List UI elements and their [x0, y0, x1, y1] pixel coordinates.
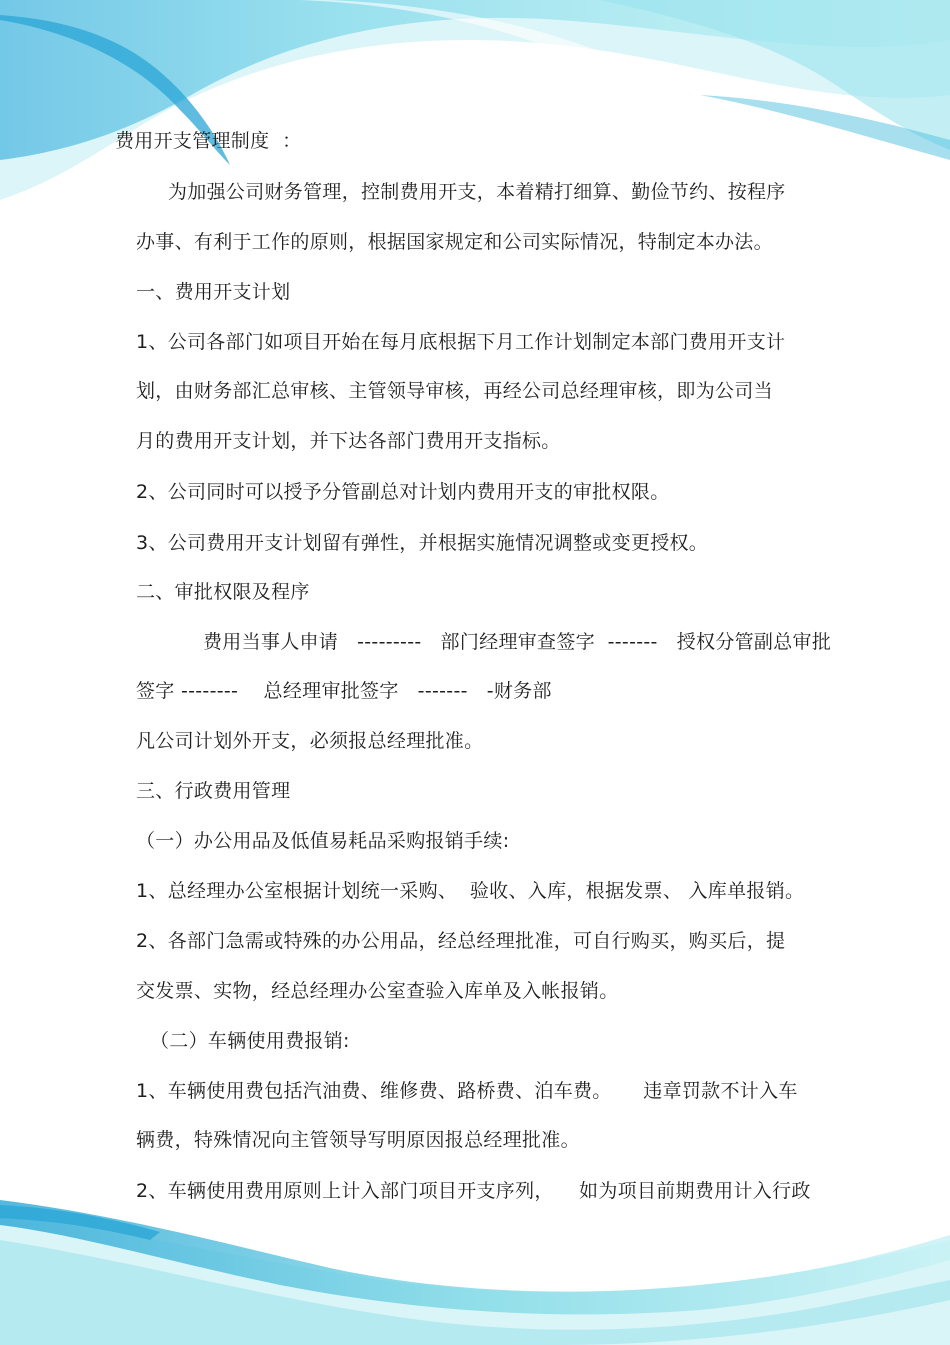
- body-line: 2、车辆使用费用原则上计入部门项目开支序列， 如为项目前期费用计入行政: [136, 1180, 811, 1202]
- section-heading: 二、审批权限及程序: [136, 581, 310, 603]
- body-line: 交发票、实物，经总经理办公室查验入库单及入帐报销。: [136, 980, 619, 1002]
- body-line: 划，由财务部汇总审核、主管领导审核，再经公司总经理审核，即为公司当: [136, 380, 773, 402]
- body-line: 1、总经理办公室根据计划统一采购、 验收、入库，根据发票、 入库单报销。: [136, 880, 805, 902]
- body-line: 办事、有利于工作的原则，根据国家规定和公司实际情况，特制定本办法。: [136, 231, 773, 253]
- body-line: 2、各部门急需或特殊的办公用品，经总经理批准，可自行购买，购买后，提: [136, 930, 786, 952]
- process-flow-line: 费用当事人申请 --------- 部门经理审查签字 ------- 授权分管副总审批: [203, 631, 832, 653]
- body-line: 1、车辆使用费包括汽油费、维修费、路桥费、泊车费。 违章罚款不计入车: [136, 1080, 798, 1102]
- body-line: 为加强公司财务管理，控制费用开支，本着精打细算、勤俭节约、按程序: [168, 181, 786, 203]
- subsection-heading: （二）车辆使用费报销:: [150, 1030, 350, 1052]
- subsection-heading: （一）办公用品及低值易耗品采购报销手续:: [136, 830, 510, 852]
- body-line: 辆费，特殊情况向主管领导写明原因报总经理批准。: [136, 1129, 580, 1151]
- body-line: 3、公司费用开支计划留有弹性，并根据实施情况调整或变更授权。: [136, 532, 709, 554]
- body-line: 1、公司各部门如项目开始在每月底根据下月工作计划制定本部门费用开支计: [136, 331, 786, 353]
- process-flow-line: 签字 -------- 总经理审批签字 ------- -财务部: [136, 680, 552, 702]
- section-heading: 三、行政费用管理: [136, 780, 291, 802]
- body-line: 凡公司计划外开支，必须报总经理批准。: [136, 730, 484, 752]
- body-line: 2、公司同时可以授予分管副总对计划内费用开支的审批权限。: [136, 481, 670, 503]
- document-title: 费用开支管理制度 ：: [115, 130, 302, 152]
- section-heading: 一、费用开支计划: [136, 281, 291, 303]
- body-line: 月的费用开支计划，并下达各部门费用开支指标。: [136, 430, 561, 452]
